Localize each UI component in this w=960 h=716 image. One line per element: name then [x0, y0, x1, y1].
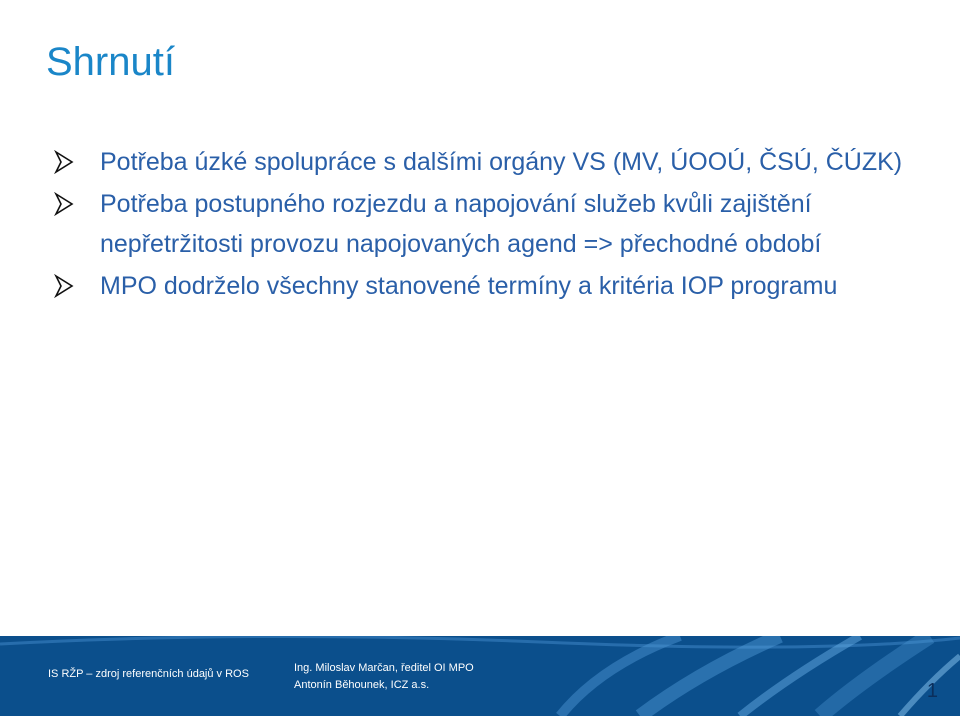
bullet-text: Potřeba úzké spolupráce s dalšími orgány VS (MV, ÚOOÚ, ČSÚ, ČÚZK) — [100, 148, 903, 176]
arrowhead-bullet-icon — [54, 150, 74, 174]
arrowhead-bullet-icon — [54, 192, 74, 216]
footer-author-line2: Antonín Běhounek, ICZ a.s. — [294, 679, 430, 691]
page-number: 1 — [926, 680, 938, 702]
bullet-text: MPO dodrželo všechny stanovené termíny a kritéria IOP programu — [100, 272, 838, 300]
bullet-text: Potřeba postupného rozjezdu a napojování služeb kvůli zajištění nepřetržitosti provozu napojovaných agend => přechodné období — [100, 190, 822, 258]
bullet-item — [54, 266, 914, 306]
bullet-list — [54, 142, 914, 308]
arrowhead-bullet-icon — [54, 274, 74, 298]
footer-author-info — [294, 660, 474, 694]
footer-left-text: IS RŽP – zdroj referenčních údajů v ROS — [48, 668, 249, 680]
footer-bar — [0, 636, 960, 716]
slide-title: Shrnutí — [46, 40, 175, 84]
bullet-item — [54, 184, 914, 264]
bullet-item — [54, 142, 914, 182]
footer-author-line1: Ing. Miloslav Marčan, ředitel OI MPO — [294, 662, 474, 674]
